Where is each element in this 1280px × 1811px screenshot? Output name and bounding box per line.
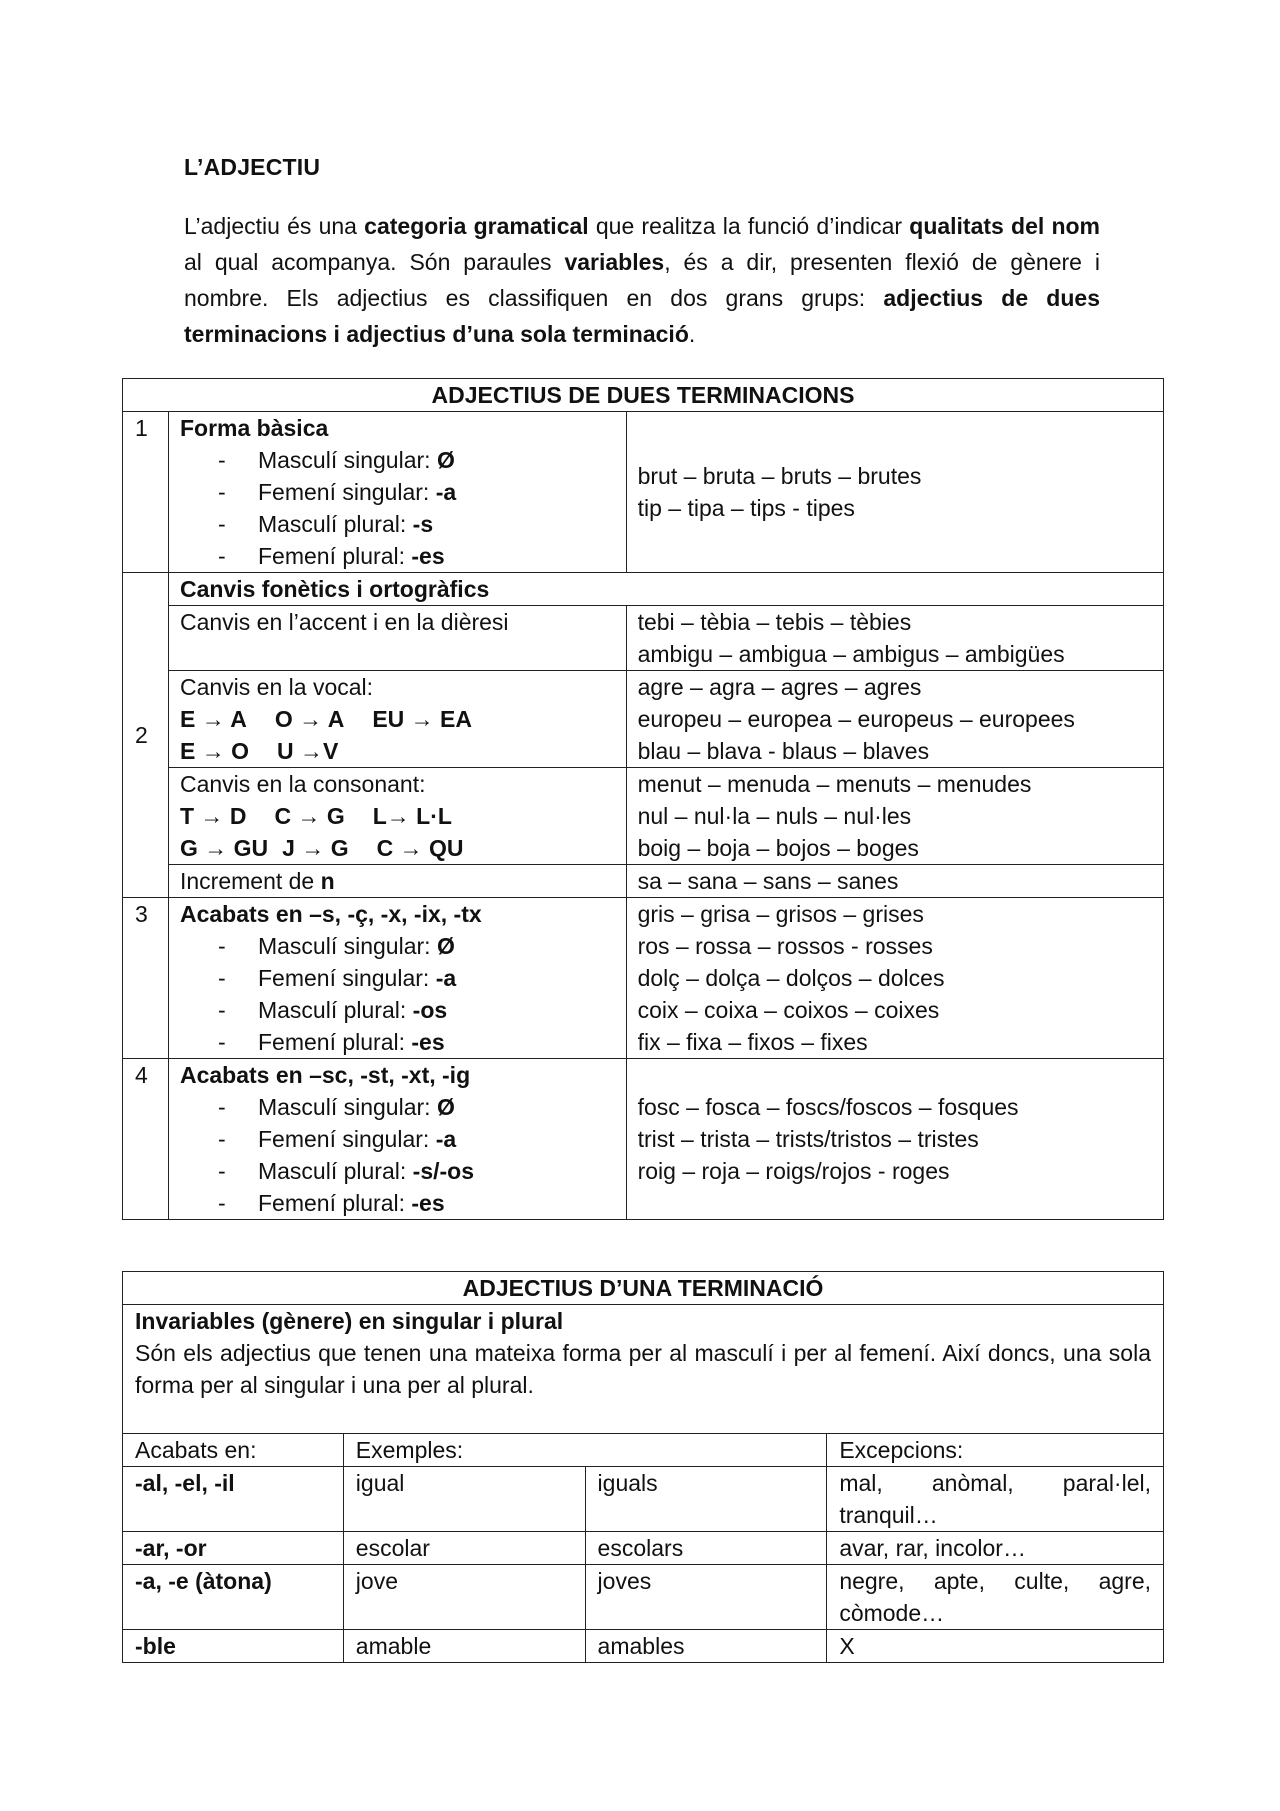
list-item: - Masculí singular: Ø xyxy=(218,444,615,476)
example-line: ambigu – ambigua – ambigus – ambigües xyxy=(637,641,1065,667)
ending-cell: -ble xyxy=(123,1630,344,1663)
examples-cell xyxy=(626,898,1163,1059)
table-row xyxy=(123,1565,1164,1630)
example-line: fix – fixa – fixos – fixes xyxy=(637,1029,868,1055)
ending-cell: -al, -el, -il xyxy=(123,1467,344,1532)
list-item: - Femení plural: -es xyxy=(218,1187,615,1219)
example-line: agre – agra – agres – agres xyxy=(637,674,922,700)
example-line: blau – blava - blaus – blaves xyxy=(637,738,930,764)
table-row xyxy=(123,671,1164,768)
rule-arrows: T → D C → G L→ L·L xyxy=(179,803,452,829)
rule-list xyxy=(180,1091,615,1219)
row-number: 3 xyxy=(123,898,169,1059)
table-row xyxy=(123,898,1164,1059)
table-row xyxy=(123,1532,1164,1565)
table-header: ADJECTIUS DE DUES TERMINACIONS xyxy=(123,379,1164,412)
table-row xyxy=(123,412,1164,573)
table-row xyxy=(123,1059,1164,1220)
rule-label: Canvis en la vocal: xyxy=(179,674,374,700)
intro-text: que realitza la funció d’indicar xyxy=(588,213,910,239)
col-header-examples: Exemples: xyxy=(343,1434,827,1467)
rule-arrows: E → O U →V xyxy=(179,738,339,764)
examples-cell xyxy=(626,768,1163,865)
rule-cell xyxy=(168,898,626,1059)
column-headers xyxy=(123,1434,1164,1467)
exceptions-cell: X xyxy=(827,1630,1164,1663)
examples-cell xyxy=(626,671,1163,768)
example-line: nul – nul·la – nuls – nul·les xyxy=(637,803,912,829)
examples-cell xyxy=(626,606,1163,671)
exceptions-cell: avar, rar, incolor… xyxy=(827,1532,1164,1565)
example-line: tebi – tèbia – tebis – tèbies xyxy=(637,609,912,635)
ending-cell: -ar, -or xyxy=(123,1532,344,1565)
intro-text: , és a dir, presenten flexió de gènere i nombre. Els adjectius es classifiquen en dos grans grups: xyxy=(184,249,1100,311)
rule-cell xyxy=(168,1059,626,1220)
list-item: - Masculí plural: -s xyxy=(218,508,615,540)
rule-cell xyxy=(168,671,626,768)
intro-bold: categoria gramatical xyxy=(364,213,589,239)
intro-bold: variables xyxy=(564,249,665,275)
rule-title: Acabats en –sc, -st, -xt, -ig xyxy=(179,1062,471,1088)
singular-cell: jove xyxy=(343,1565,585,1630)
ending-cell: -a, -e (àtona) xyxy=(123,1565,344,1630)
plural-cell: escolars xyxy=(585,1532,827,1565)
description-cell xyxy=(123,1305,1164,1434)
example-line: gris – grisa – grisos – grises xyxy=(637,901,924,927)
singular-cell: escolar xyxy=(343,1532,585,1565)
table-header: ADJECTIUS D’UNA TERMINACIÓ xyxy=(123,1272,1164,1305)
example-line: europeu – europea – europeus – europees xyxy=(637,706,1075,732)
example-line: brut – bruta – bruts – brutes xyxy=(637,463,922,489)
table-subtitle: Invariables (gènere) en singular i plural xyxy=(135,1308,564,1334)
rule-cell xyxy=(168,412,626,573)
plural-cell: joves xyxy=(585,1565,827,1630)
intro-bold: qualitats del nom xyxy=(909,213,1100,239)
row-number: 4 xyxy=(123,1059,169,1220)
examples-cell xyxy=(626,1059,1163,1220)
table-description: Són els adjectius que tenen una mateixa forma per al masculí i per al femení. Així doncs, una sola forma per al singular i una per al plural. xyxy=(135,1340,1151,1398)
rule-list xyxy=(180,444,615,572)
plural-cell: amables xyxy=(585,1630,827,1663)
example-line: fosc – fosca – foscs/foscos – fosques xyxy=(637,1094,1019,1120)
table-row xyxy=(123,1467,1164,1532)
list-item: - Masculí plural: -os xyxy=(218,994,615,1026)
row-number: 1 xyxy=(123,412,169,573)
example-line: trist – trista – trists/tristos – tristes xyxy=(637,1126,979,1152)
example-line: roig – roja – roigs/rojos - roges xyxy=(637,1158,950,1184)
list-item: - Femení plural: -es xyxy=(218,540,615,572)
list-item: - Femení plural: -es xyxy=(218,1026,615,1058)
one-ending-table xyxy=(122,1271,1164,1663)
rule-title: Canvis fonètics i ortogràfics xyxy=(168,573,1163,606)
rule-cell xyxy=(168,768,626,865)
table-row xyxy=(123,768,1164,865)
table-row xyxy=(123,573,1164,606)
two-endings-table xyxy=(122,378,1164,1220)
intro-bold: adjectius de dues terminacions i adjectius d’una sola terminació xyxy=(184,285,1100,347)
example-line: tip – tipa – tips - tipes xyxy=(637,495,855,521)
rule-title: Acabats en –s, -ç, -x, -ix, -tx xyxy=(179,901,482,927)
plural-cell: iguals xyxy=(585,1467,827,1532)
table-row xyxy=(123,865,1164,898)
rule-arrows: G → GU J → G C → QU xyxy=(179,835,464,861)
row-number: 2 xyxy=(123,573,169,898)
rule-title: Forma bàsica xyxy=(179,415,329,441)
example-line: dolç – dolça – dolços – dolces xyxy=(637,965,945,991)
example-line: coix – coixa – coixos – coixes xyxy=(637,997,940,1023)
list-item: - Femení singular: -a xyxy=(218,1123,615,1155)
intro-text: . xyxy=(688,321,696,347)
examples-cell xyxy=(626,412,1163,573)
page-title: L’ADJECTIU xyxy=(184,154,321,180)
singular-cell: igual xyxy=(343,1467,585,1532)
list-item: - Femení singular: -a xyxy=(218,476,615,508)
rule-arrows: E → A O → A EU → EA xyxy=(179,706,472,732)
exceptions-cell: mal, anòmal, paral·lel, tranquil… xyxy=(827,1467,1164,1532)
table-row xyxy=(123,606,1164,671)
rule-list xyxy=(180,930,615,1058)
example-line: menut – menuda – menuts – menudes xyxy=(637,771,1032,797)
example-line: boig – boja – bojos – boges xyxy=(637,835,919,861)
rule-label: Canvis en la consonant: xyxy=(179,771,426,797)
rule-cell: Increment de n xyxy=(168,865,626,898)
list-item: - Masculí singular: Ø xyxy=(218,1091,615,1123)
example-line: ros – rossa – rossos - rosses xyxy=(637,933,933,959)
intro-text: al qual acompanya. Són paraules xyxy=(184,249,565,275)
col-header-exceptions: Excepcions: xyxy=(827,1434,1164,1467)
list-item: - Masculí plural: -s/-os xyxy=(218,1155,615,1187)
col-header-ending: Acabats en: xyxy=(123,1434,344,1467)
list-item: - Femení singular: -a xyxy=(218,962,615,994)
singular-cell: amable xyxy=(343,1630,585,1663)
exceptions-cell: negre, apte, culte, agre, còmode… xyxy=(827,1565,1164,1630)
table-row xyxy=(123,1630,1164,1663)
intro-paragraph xyxy=(184,208,1100,352)
list-item: - Masculí singular: Ø xyxy=(218,930,615,962)
rule-cell: Canvis en l’accent i en la dièresi xyxy=(168,606,626,671)
intro-text: L’adjectiu és una xyxy=(184,213,365,239)
examples-cell: sa – sana – sans – sanes xyxy=(626,865,1163,898)
